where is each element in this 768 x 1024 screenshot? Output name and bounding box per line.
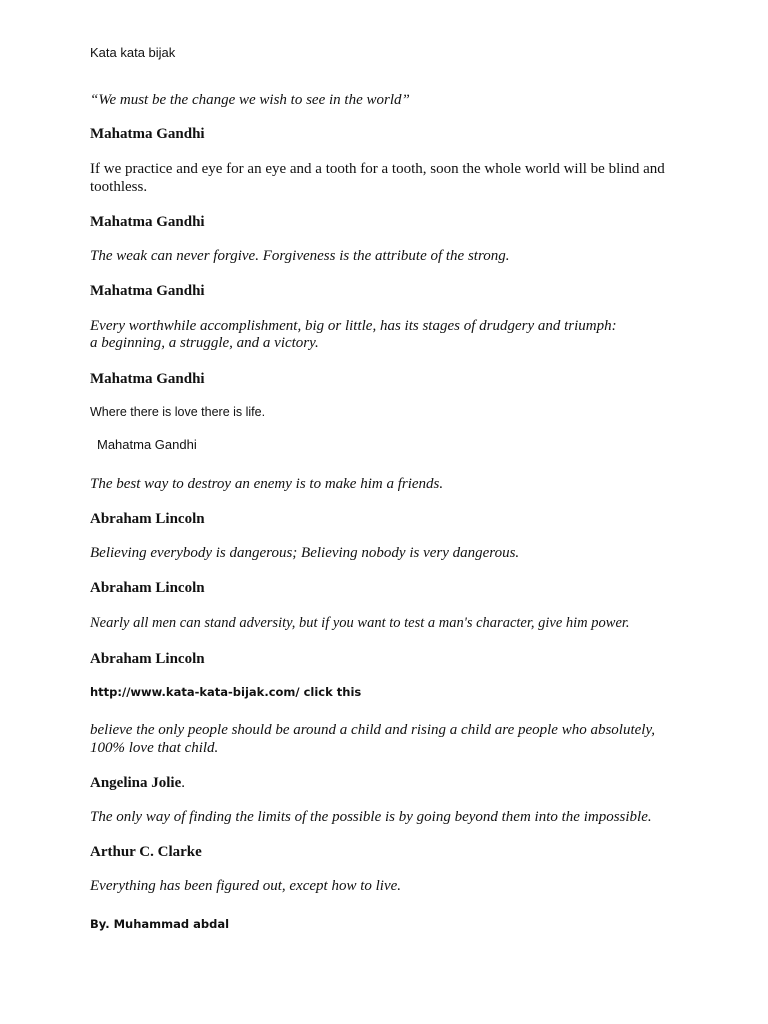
quote-text-4-line-1: Every worthwhile accomplishment, big or little, has its stages of drudgery and triumph:	[90, 318, 617, 334]
quote-text-8: Nearly all men can stand adversity, but if you want to test a man's character, give him power.	[90, 615, 630, 631]
quote-author-9-suffix: .	[181, 775, 186, 791]
quote-author-4: Mahatma Gandhi	[90, 371, 205, 387]
quote-author-10: Arthur C. Clarke	[90, 844, 202, 860]
quote-text-10: The only way of finding the limits of the possible is by going beyond them into the impossible.	[90, 809, 652, 825]
document-title: Kata kata bijak	[90, 45, 176, 60]
quote-author-5: Mahatma Gandhi	[97, 437, 197, 452]
quote-author-2: Mahatma Gandhi	[90, 214, 205, 230]
quote-text-3: The weak can never forgive. Forgiveness is the attribute of the strong.	[90, 248, 510, 264]
quote-text-9-line-2: 100% love that child.	[90, 740, 219, 756]
quote-text-2-line-1: If we practice and eye for an eye and a tooth for a tooth, soon the whole world will be blind and	[90, 161, 665, 177]
quote-text-11: Everything has been figured out, except how to live.	[90, 878, 402, 894]
quote-text-1: “We must be the change we wish to see in the world”	[90, 92, 410, 108]
quote-text-2-line-2: toothless.	[90, 179, 148, 195]
website-link[interactable]: http://www.kata-kata-bijak.com/ click this	[90, 685, 362, 699]
quote-author-6: Abraham Lincoln	[90, 511, 205, 527]
quote-author-1: Mahatma Gandhi	[90, 126, 205, 142]
quote-author-3: Mahatma Gandhi	[90, 283, 205, 299]
quote-text-9-line-1: believe the only people should be around a child and rising a child are people who absolutely,	[90, 722, 656, 738]
quote-author-9	[90, 774, 185, 792]
quote-text-5: Where there is love there is life.	[90, 405, 266, 419]
byline: By. Muhammad abdal	[90, 917, 230, 931]
quote-author-7: Abraham Lincoln	[90, 580, 205, 596]
quote-text-4-line-2: a beginning, a struggle, and a victory.	[90, 335, 319, 351]
quote-author-9-name: Angelina Jolie	[90, 775, 182, 791]
quote-text-7: Believing everybody is dangerous; Believing nobody is very dangerous.	[90, 545, 520, 561]
quote-author-8: Abraham Lincoln	[90, 651, 205, 667]
quote-text-6: The best way to destroy an enemy is to make him a friends.	[90, 476, 444, 492]
